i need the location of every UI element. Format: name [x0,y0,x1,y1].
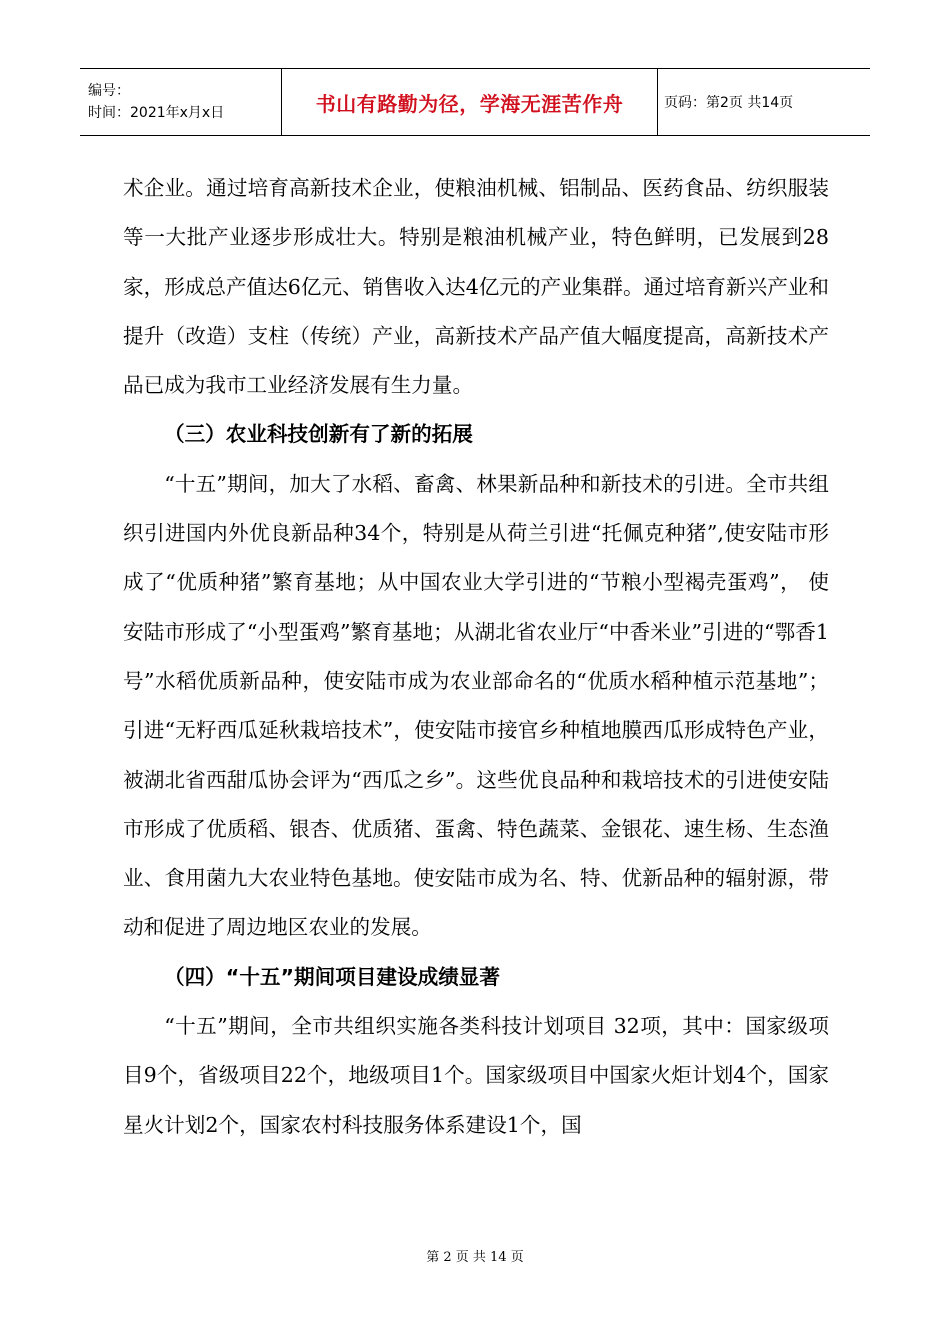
header-meta [80,69,282,135]
header-motto [282,69,658,135]
paragraph: 术企业。通过培育高新技术企业，使粮油机械、铝制品、医药食品、纺织服装等一大批产业逐步形成壮大。特别是粮油机械产业，特色鲜明，已发展到28家，形成总产值达6亿元、销售收入达4亿元的产业集群。通过培育新兴产业和提升（改造）支柱（传统）产业，高新技术产品产值大幅度提高，高新技术产品已成为我市工业经济发展有生力量。 [123,176,829,398]
section-heading-3: （三）农业科技创新有了新的拓展 [164,422,473,447]
motto-text: 书山有路勤为径，学海无涯苦作舟 [315,91,624,116]
paragraph: “十五”期间，加大了水稻、畜禽、林果新品种和新技术的引进。全市共组织引进国内外优良新品种34个，特别是从荷兰引进“托佩克种猪”,使安陆市形成了“优质种猪”繁育基地；从中国农业大学引进的“节粮小型褐壳蛋鸡”， 使安陆市形成了“小型蛋鸡”繁育基地；从湖北省农业厅“中香米业”引进的“鄂香1号”水稻优质新品种，使安陆市成为农业部命名的“优质水稻种植示范基地”；引进“无籽西瓜延秋栽培技术”，使安陆市接官乡种植地膜西瓜形成特色产业，被湖北省西甜瓜协会评为“西瓜之乡”。这些优良品种和栽培技术的引进使安陆市形成了优质稻、银杏、优质猪、蛋禽、特色蔬菜、金银花、速生杨、生态渔业、食用菌九大农业特色基地。使安陆市成为名、特、优新品种的辐射源，带动和促进了周边地区农业的发展。 [123,471,829,940]
section-heading-4: （四）“十五”期间项目建设成绩显著 [164,964,500,989]
document-number-label: 编号： [88,83,130,99]
page-info-text: 页码：第2页 共14页 [664,95,794,111]
document-body [123,164,829,1150]
paragraph: “十五”期间，全市共组织实施各类科技计划项目 32项，其中：国家级项目9个，省级项目22个，地级项目1个。国家级项目中国家火炬计划4个，国家星火计划2个，国家农村科技服务体系建设1个，国 [123,1014,829,1137]
document-time: 时间：2021年x月x日 [88,105,225,121]
header-page-info [658,69,870,135]
page-footer: 第 2 页 共 14 页 [426,1250,524,1265]
page-header [80,68,870,136]
